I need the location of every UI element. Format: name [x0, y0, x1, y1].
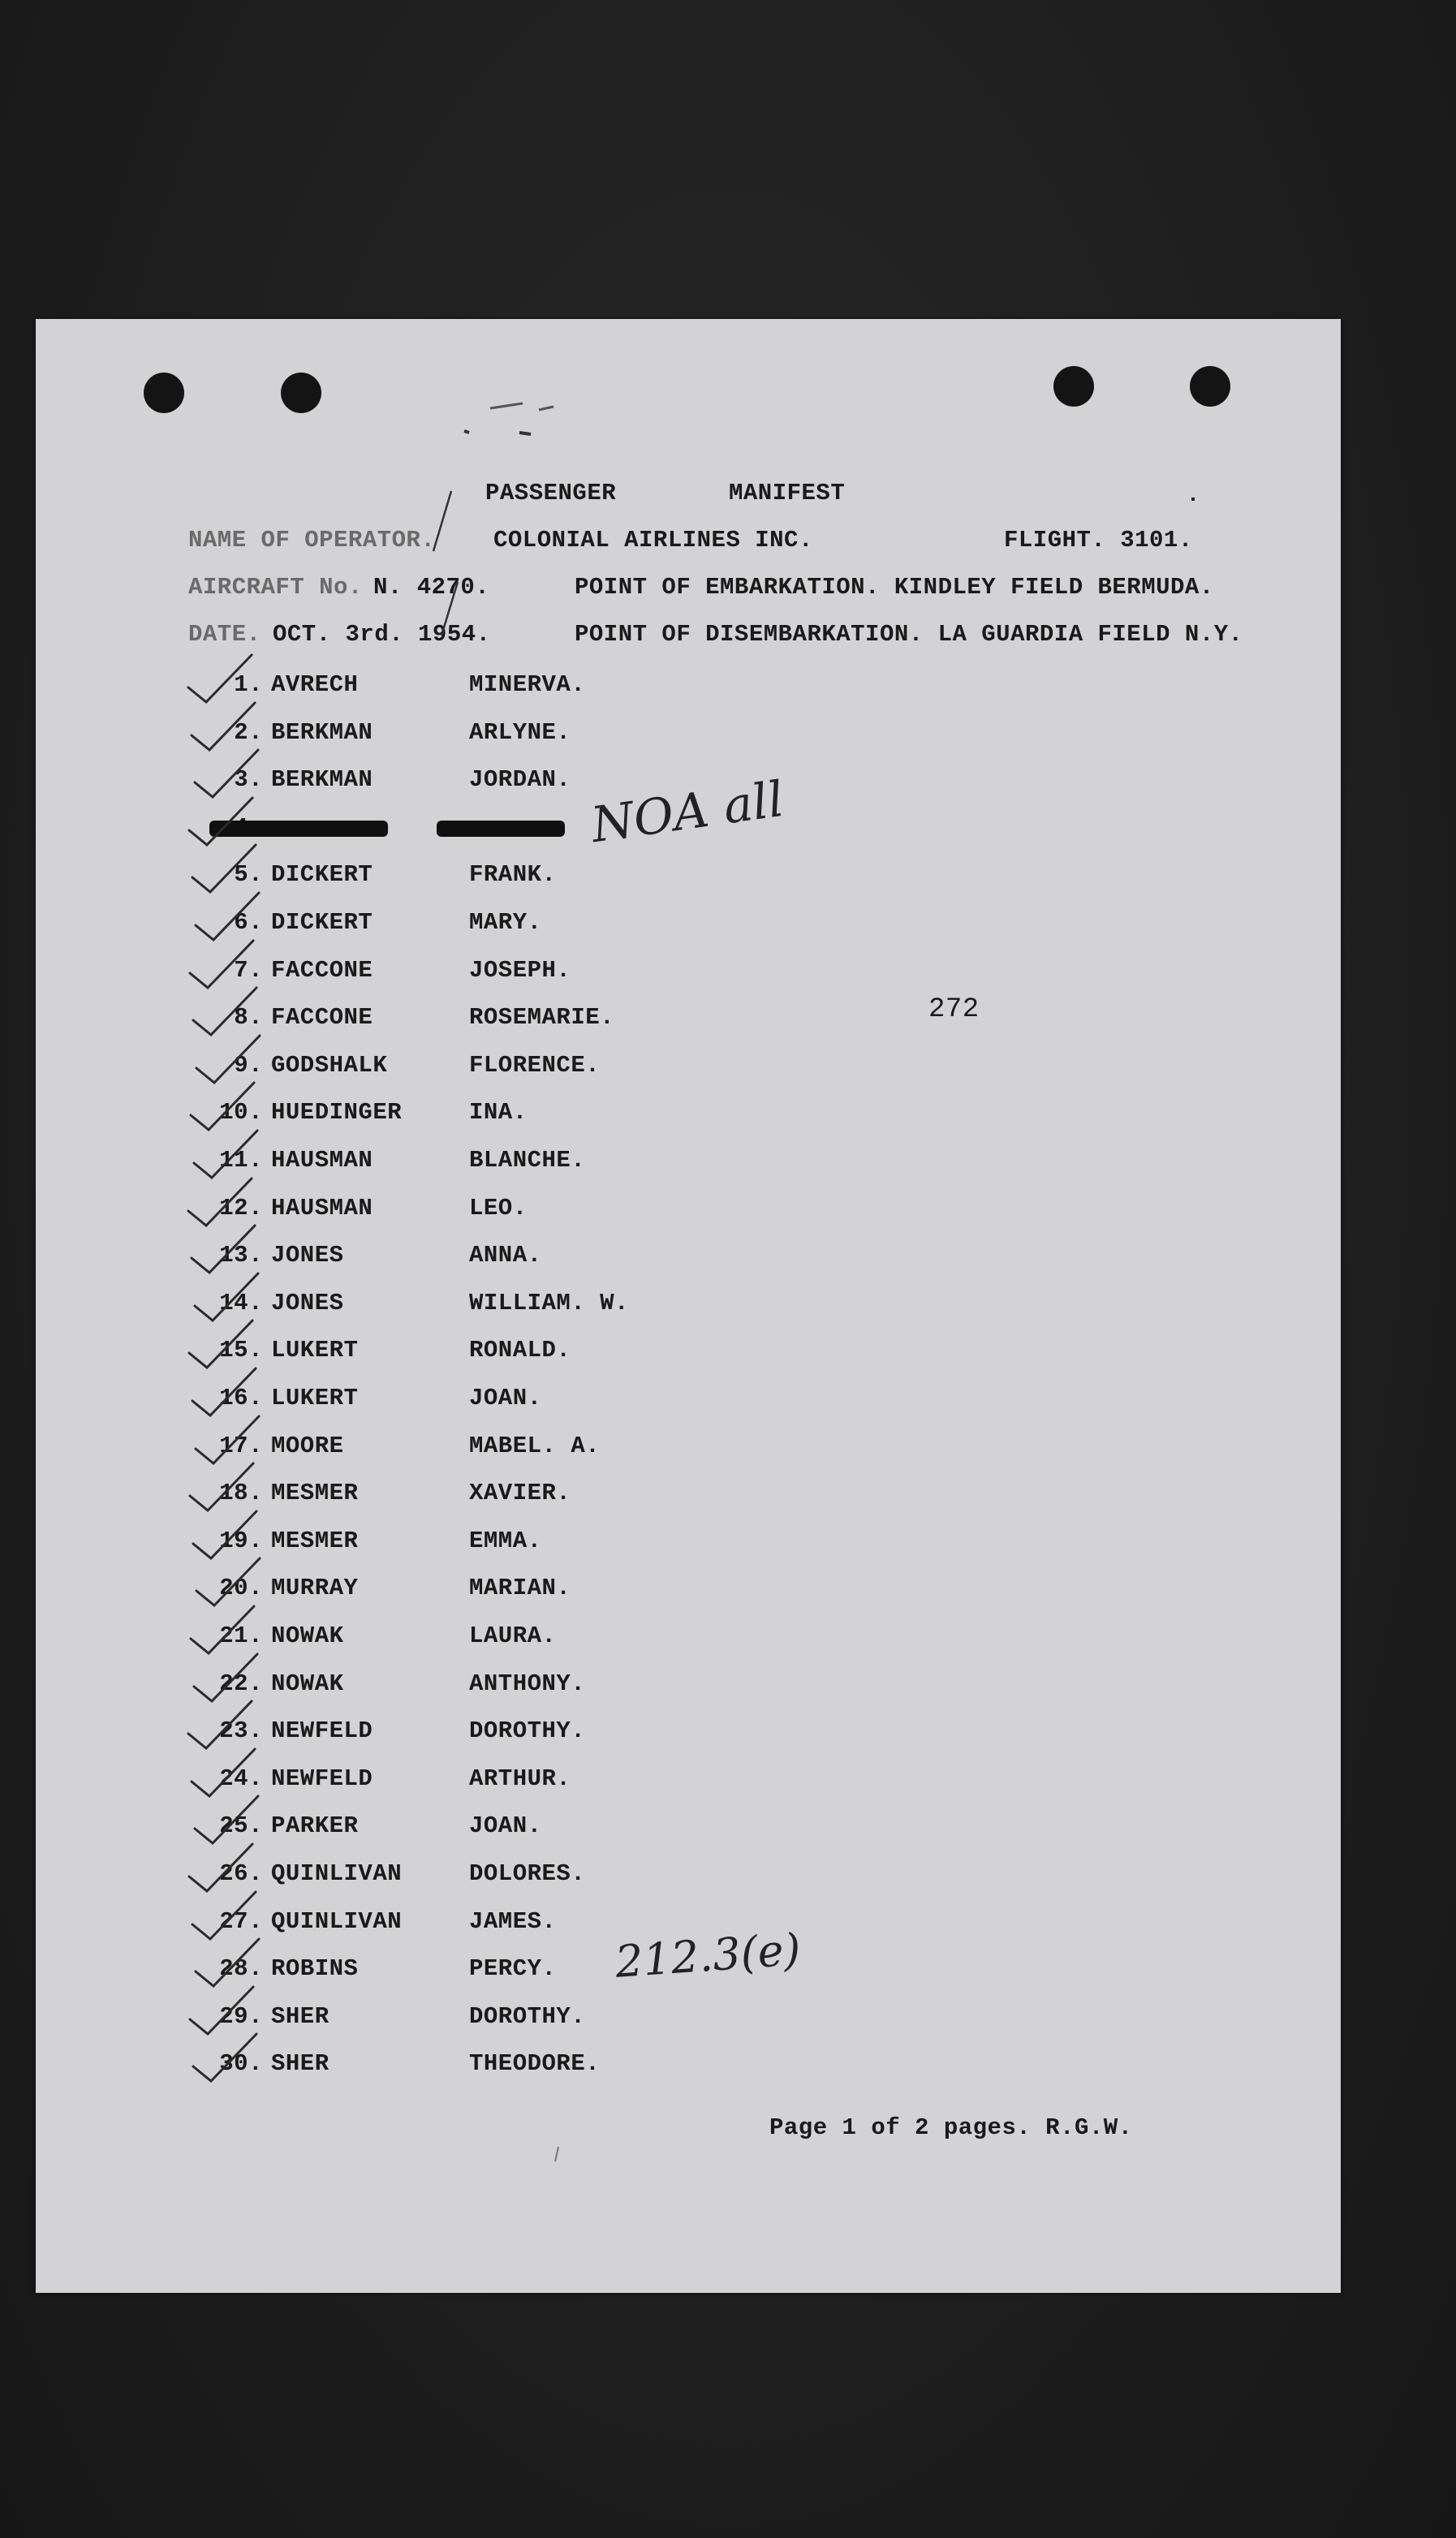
passenger-number: 21. — [219, 1622, 263, 1649]
passenger-last-name: DICKERT — [271, 861, 373, 889]
title-manifest: MANIFEST — [729, 480, 846, 506]
passenger-last-name: MESMER — [271, 1480, 359, 1507]
passenger-first-name: JOAN. — [469, 1812, 542, 1840]
passenger-first-name: RONALD. — [469, 1337, 571, 1364]
passenger-first-name: JOSEPH. — [469, 956, 571, 984]
passenger-first-name: DOROTHY. — [469, 1717, 586, 1745]
passenger-first-name: PERCY. — [469, 1955, 557, 1983]
passenger-last-name: JONES — [271, 1289, 344, 1316]
passenger-first-name: XAVIER. — [469, 1480, 571, 1507]
passenger-number: 22. — [219, 1670, 263, 1697]
passenger-number: 18. — [219, 1480, 263, 1507]
handwritten-code: 212.3(e) — [614, 1924, 803, 1988]
flight-number: FLIGHT. 3101. — [1004, 527, 1193, 554]
passenger-number: 16. — [219, 1385, 263, 1411]
date-label: DATE. — [188, 621, 261, 648]
passenger-first-name: JOAN. — [469, 1385, 542, 1411]
page-footer: Page 1 of 2 pages. R.G.W. — [769, 2114, 1133, 2141]
passenger-last-name: ROBINS — [271, 1955, 359, 1983]
passenger-first-name: MARIAN. — [469, 1575, 571, 1602]
passenger-number: 13. — [219, 1242, 263, 1269]
passenger-last-name: SHER — [271, 2050, 330, 2078]
passenger-last-name: MESMER — [271, 1527, 359, 1554]
passenger-number: 5. — [234, 861, 263, 889]
passenger-number: 7. — [234, 956, 263, 984]
passenger-last-name: HAUSMAN — [271, 1194, 373, 1222]
passenger-last-name: LUKERT — [271, 1385, 359, 1411]
stamp-number: 272 — [928, 994, 980, 1025]
passenger-first-name: BLANCHE. — [469, 1147, 586, 1174]
passenger-number: 26. — [219, 1860, 263, 1887]
passenger-row — [36, 2052, 1341, 2084]
check-mark — [174, 2031, 295, 2088]
passenger-first-name: LAURA. — [469, 1622, 557, 1649]
passenger-last-name: PARKER — [271, 1812, 359, 1840]
passenger-first-name: LEO. — [469, 1194, 528, 1222]
passenger-last-name: QUINLIVAN — [271, 1860, 403, 1887]
disembarkation-point: POINT OF DISEMBARKATION. LA GUARDIA FIELD N.Y. — [575, 621, 1243, 648]
passenger-last-name: SHER — [271, 2002, 330, 2030]
passenger-number: 19. — [219, 1527, 263, 1554]
passenger-first-name: MINERVA. — [469, 671, 586, 698]
passenger-number: 20. — [219, 1575, 263, 1602]
passenger-first-name: EMMA. — [469, 1527, 542, 1554]
passenger-first-name: DOROTHY. — [469, 2002, 586, 2030]
passenger-first-name: JORDAN. — [469, 766, 571, 794]
embarkation-point: POINT OF EMBARKATION. KINDLEY FIELD BERMUDA. — [575, 574, 1214, 601]
redaction-bar — [437, 821, 565, 837]
passenger-number: 28. — [219, 1955, 263, 1983]
passenger-first-name: ARLYNE. — [469, 718, 571, 746]
passenger-first-name: INA. — [469, 1099, 528, 1127]
punch-hole — [1053, 366, 1094, 407]
title-passenger: PASSENGER — [485, 480, 617, 506]
passenger-first-name: DOLORES. — [469, 1860, 586, 1887]
passenger-last-name: AVRECH — [271, 671, 359, 698]
passenger-number: 14. — [219, 1289, 263, 1316]
passenger-last-name: LUKERT — [271, 1337, 359, 1364]
passenger-number: 9. — [234, 1051, 263, 1079]
passenger-first-name: JAMES. — [469, 1907, 557, 1935]
passenger-last-name: FACCONE — [271, 956, 373, 984]
passenger-first-name: MABEL. A. — [469, 1432, 601, 1459]
passenger-last-name: BERKMAN — [271, 766, 373, 794]
passenger-last-name: JONES — [271, 1242, 344, 1269]
handwritten-note-not-aboard: NOA all — [588, 770, 787, 855]
passenger-first-name: WILLIAM. W. — [469, 1289, 629, 1316]
punch-hole — [281, 373, 321, 413]
operator-value: COLONIAL AIRLINES INC. — [493, 527, 813, 554]
passenger-number: 15. — [219, 1337, 263, 1364]
passenger-last-name: MOORE — [271, 1432, 344, 1459]
passenger-last-name: GODSHALK — [271, 1051, 388, 1079]
passenger-number: 3. — [234, 766, 263, 794]
passenger-number: 12. — [219, 1194, 263, 1222]
passenger-first-name: MARY. — [469, 909, 542, 936]
passenger-last-name: BERKMAN — [271, 718, 373, 746]
manifest-page — [36, 319, 1341, 2293]
operator-label: NAME OF OPERATOR. — [188, 527, 436, 554]
passenger-last-name: QUINLIVAN — [271, 1907, 403, 1935]
punch-hole — [1190, 366, 1230, 407]
passenger-last-name: NOWAK — [271, 1670, 344, 1697]
passenger-first-name: ARTHUR. — [469, 1765, 571, 1792]
passenger-first-name: THEODORE. — [469, 2050, 601, 2078]
passenger-number: 2. — [234, 718, 263, 746]
passenger-number: 11. — [219, 1147, 263, 1174]
passenger-number: 25. — [219, 1812, 263, 1840]
passenger-last-name: HUEDINGER — [271, 1099, 403, 1127]
passenger-number: 27. — [219, 1907, 263, 1935]
passenger-number: 23. — [219, 1717, 263, 1745]
passenger-first-name: FRANK. — [469, 861, 557, 889]
passenger-last-name: MURRAY — [271, 1575, 359, 1602]
passenger-last-name: HAUSMAN — [271, 1147, 373, 1174]
passenger-last-name: FACCONE — [271, 1004, 373, 1032]
passenger-last-name: NEWFELD — [271, 1717, 373, 1745]
passenger-number: 10. — [219, 1099, 263, 1127]
passenger-first-name: ANNA. — [469, 1242, 542, 1269]
passenger-number: 29. — [219, 2002, 263, 2030]
passenger-number: 24. — [219, 1765, 263, 1792]
date-value: OCT. 3rd. 1954. — [273, 621, 491, 648]
passenger-first-name: ROSEMARIE. — [469, 1004, 615, 1032]
passenger-first-name: FLORENCE. — [469, 1051, 601, 1079]
passenger-number: 8. — [234, 1004, 263, 1032]
punch-hole — [144, 373, 184, 413]
aircraft-value: N. 4270. — [373, 574, 490, 601]
passenger-number: 6. — [234, 909, 263, 936]
passenger-number: 1. — [234, 671, 263, 698]
passenger-last-name: NEWFELD — [271, 1765, 373, 1792]
aircraft-label: AIRCRAFT No. — [188, 574, 363, 601]
passenger-last-name: NOWAK — [271, 1622, 344, 1649]
passenger-number: 30. — [219, 2050, 263, 2078]
passenger-first-name: ANTHONY. — [469, 1670, 586, 1697]
passenger-last-name: DICKERT — [271, 909, 373, 936]
passenger-number: 17. — [219, 1432, 263, 1459]
